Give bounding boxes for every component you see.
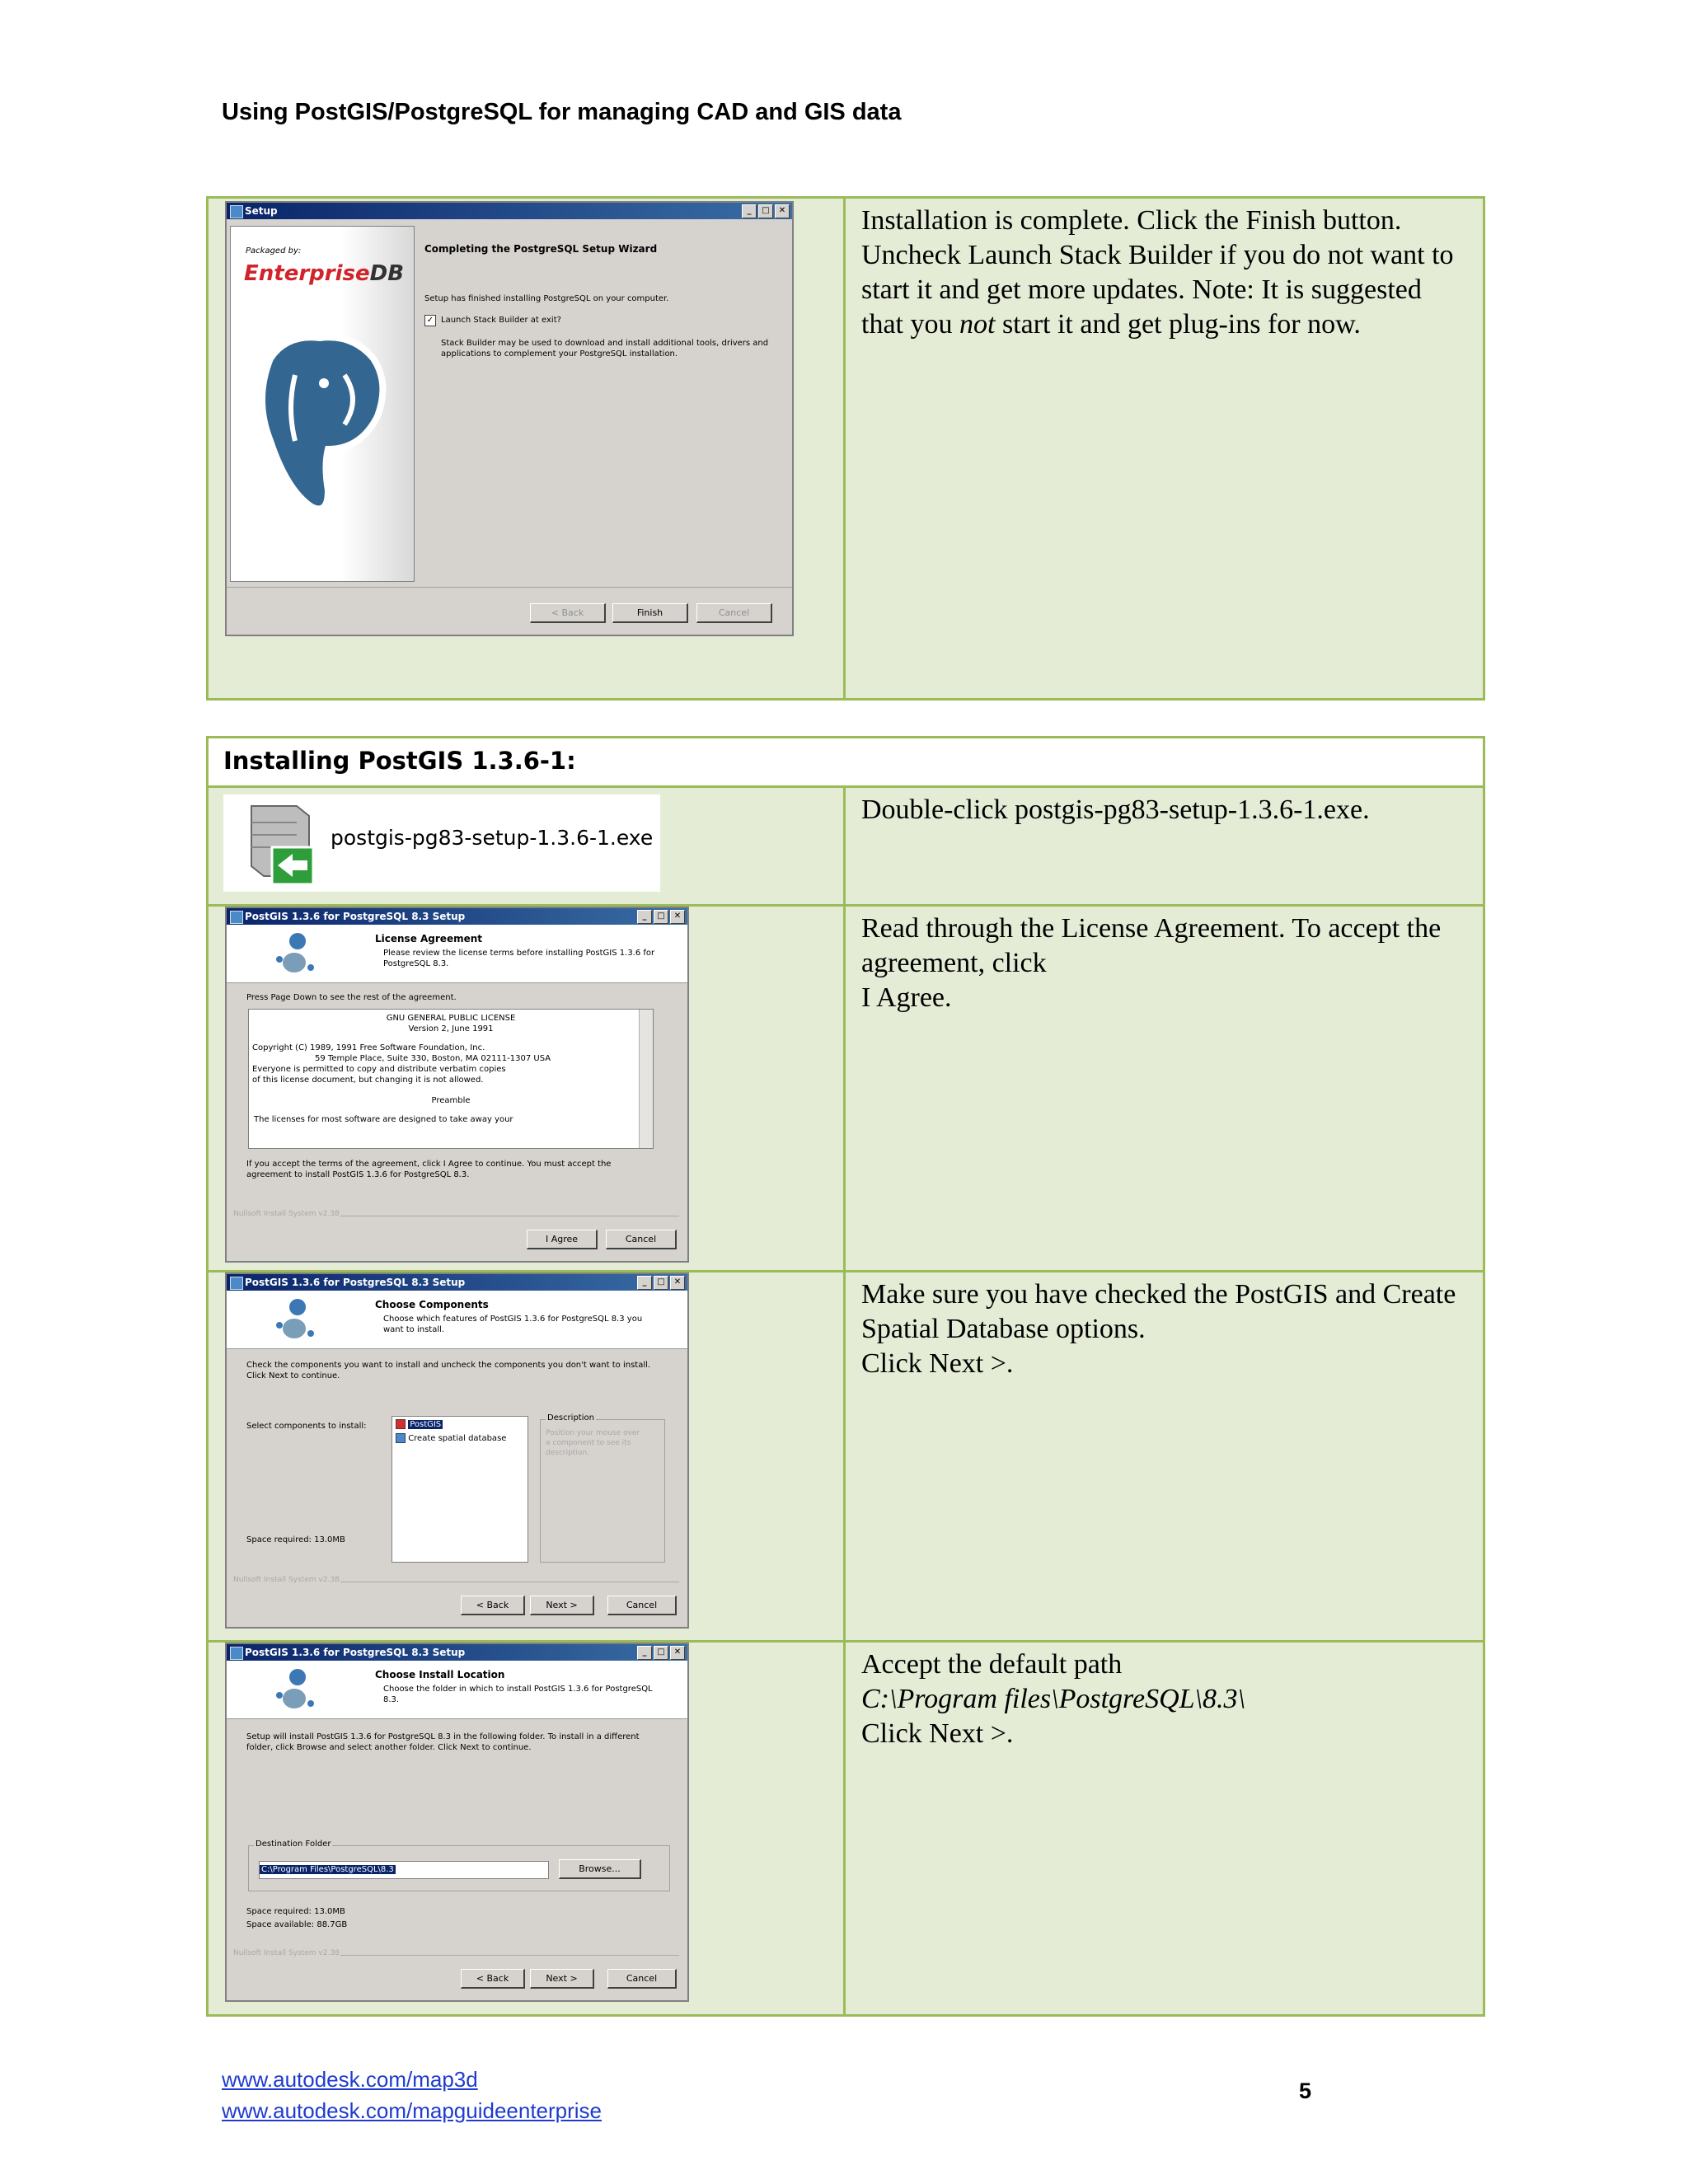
installer-exe-icon	[227, 798, 317, 888]
spatial-db-checkbox[interactable]	[396, 1433, 406, 1443]
location-instructions: Setup will install PostGIS 1.3.6 for PostgreSQL 8.3 in the following folder. To install in a different folder, click Browse and select another folder. Click Next to continue.	[246, 1732, 640, 1752]
components-row	[209, 1270, 1483, 1640]
license-instructions: Read through the License Agreement. To accept the agreement, click I Agree.	[861, 913, 1442, 1013]
finish-button[interactable]: Finish	[612, 603, 688, 623]
choose-location-window: PostGIS 1.3.6 for PostgreSQL 8.3 Setup _ □ ✕ Choose Install Location Choose the folder in which to install PostGIS 1.3.6 for PostgreSQL 8.3. Setup will install PostGIS 1.3.6 for PostgreSQL 8.3 in the following folder. To install in a different folder, click Browse and select another folder. Click Next to continue. Destination Folder C:\Program Files\PostgreSQL\8.3 Browse... Space required: 13.0MB Space available: 88.7GB Nullsoft Install System v2.38 < Back Next > Cancel	[225, 1643, 689, 2002]
installer-file-icon[interactable]	[223, 794, 660, 892]
maximize-icon[interactable]: □	[654, 1276, 668, 1290]
banner-subtitle: Choose the folder in which to install PostGIS 1.3.6 for PostgreSQL 8.3.	[383, 1685, 653, 1704]
page-header-title: Using PostGIS/PostgreSQL for managing CAD and GIS data	[222, 99, 902, 125]
cancel-button[interactable]: Cancel	[607, 1969, 677, 1989]
destination-folder-group: Destination Folder C:\Program Files\PostgreSQL\8.3 Browse...	[248, 1845, 670, 1891]
finish-table	[206, 196, 1485, 701]
nsis-label: Nullsoft Install System v2.38	[233, 1210, 340, 1218]
postgis-globe-icon	[273, 1296, 314, 1342]
stack-builder-note: Stack Builder may be used to download and install additional tools, drivers and applications to complement your PostgreSQL installation.	[441, 339, 769, 359]
next-button[interactable]: Next >	[530, 1969, 594, 1989]
next-button[interactable]: Next >	[530, 1596, 594, 1615]
maximize-icon[interactable]: □	[758, 204, 773, 218]
postgresql-elephant-logo	[237, 326, 402, 523]
maximize-icon[interactable]: □	[654, 1646, 668, 1660]
postgis-globe-icon	[273, 930, 314, 976]
banner-subtitle: Please review the license terms before installing PostGIS 1.3.6 for PostgreSQL 8.3.	[383, 949, 655, 968]
location-instructions-text: Accept the default path C:\Program files\PostgreSQL\8.3\ Click Next >.	[861, 1649, 1245, 1749]
finished-message: Setup has finished installing PostgreSQL on your computer.	[424, 294, 669, 303]
footer-link-mapguide[interactable]: www.autodesk.com/mapguideenterprise	[222, 2098, 603, 2123]
window-titlebar: Setup _ □ ✕	[227, 203, 792, 219]
components-instructions: Check the components you want to install and uncheck the components you don't want to install. Click Next to continue.	[246, 1361, 651, 1380]
app-icon	[230, 1647, 243, 1660]
finish-screenshot-cell	[209, 199, 846, 698]
minimize-icon[interactable]: _	[637, 1646, 652, 1660]
choose-components-window: PostGIS 1.3.6 for PostgreSQL 8.3 Setup _ □ ✕ Choose Components Choose which features of PostGIS 1.3.6 for PostgreSQL 8.3 you want to install. Check the components you want to install and uncheck the components you don't want to install. Click Next to continue. Select components to install: PostGIS Create spatial database Description Position your mouse over a component to see its description. Space required: 13.0MB Nullsoft Install System v2.38 < Back Next > Cancel	[225, 1272, 689, 1629]
postgis-steps-table	[206, 785, 1485, 2017]
space-required: Space required: 13.0MB	[246, 1907, 345, 1916]
destination-folder-input[interactable]: C:\Program Files\PostgreSQL\8.3	[259, 1861, 549, 1879]
app-icon	[230, 1277, 243, 1290]
exe-instructions: Double-click postgis-pg83-setup-1.3.6-1.exe.	[861, 794, 1370, 825]
enterprisedb-logo: EnterpriseDB	[244, 261, 405, 286]
close-icon[interactable]: ✕	[670, 1276, 685, 1290]
cancel-button[interactable]: Cancel	[606, 1230, 677, 1249]
app-icon	[230, 205, 243, 218]
close-icon[interactable]: ✕	[670, 1646, 685, 1660]
component-postgis[interactable]: PostGIS	[396, 1419, 443, 1429]
minimize-icon[interactable]: _	[637, 1276, 652, 1290]
wizard-heading: Completing the PostgreSQL Setup Wizard	[424, 243, 658, 255]
installer-filename: postgis-pg83-setup-1.3.6-1.exe	[331, 826, 654, 850]
close-icon[interactable]: ✕	[775, 204, 790, 218]
minimize-icon[interactable]: _	[742, 204, 757, 218]
postgis-globe-icon	[273, 1666, 314, 1712]
pagedown-hint: Press Page Down to see the rest of the agreement.	[246, 993, 457, 1002]
cancel-button[interactable]: Cancel	[696, 603, 772, 623]
nsis-label: Nullsoft Install System v2.38	[233, 1576, 340, 1584]
launch-stack-builder-label: Launch Stack Builder at exit?	[441, 316, 561, 325]
components-instructions-text: Make sure you have checked the PostGIS and Create Spatial Database options. Click Next >.	[861, 1279, 1456, 1379]
components-list	[392, 1416, 528, 1563]
exe-row	[209, 788, 1483, 904]
banner-heading: Choose Components	[375, 1299, 489, 1310]
license-textbox[interactable]: GNU GENERAL PUBLIC LICENSE Version 2, June 1991 Copyright (C) 1989, 1991 Free Software Foundation, Inc. 59 Temple Place, Suite 330, Boston, MA 02111-1307 USA Everyone is permitted to copy and distribute verbatim copies of this license document, but changing it is not allowed. Preamble The licenses for most software are designed to take away your	[248, 1009, 654, 1149]
page-number: 5	[1299, 2079, 1312, 2103]
back-button[interactable]: < Back	[530, 603, 606, 623]
minimize-icon[interactable]: _	[637, 910, 652, 924]
finish-instructions: Installation is complete. Click the Finish button. Uncheck Launch Stack Builder if you do not want to start it and get more updates. Note: It is suggested that you not start it and get plug-ins for now.	[861, 205, 1454, 340]
license-agreement-window: PostGIS 1.3.6 for PostgreSQL 8.3 Setup _ □ ✕ License Agreement Please review the license terms before installing PostGIS 1.3.6 for PostgreSQL 8.3. Press Page Down to see the rest of the agreement. GNU GENERAL PUBLIC LICENSE Version 2, June 1991 Copyright (C) 1989, 1991 Free Software Foundation, Inc. 59 Temple Place, Suite 330, Boston, MA 02111-1307 USA Everyone is permitted to copy and distribute verbatim copies of this license document, but changing it is not allowed. Preamble The licenses for most software are designed to take away your If you accept the terms of the agreement, click I Agree to continue. You must accept the agreement to install PostGIS 1.3.6 for PostgreSQL 8.3. Nullsoft Install System v2.38 I Agree Cancel	[225, 907, 689, 1263]
nsis-label: Nullsoft Install System v2.38	[233, 1949, 340, 1957]
accept-note: If you accept the terms of the agreement, click I Agree to continue. You must accept the agreement to install PostGIS 1.3.6 for PostgreSQL 8.3.	[246, 1160, 612, 1179]
browse-button[interactable]: Browse...	[559, 1859, 641, 1879]
license-row	[209, 904, 1483, 1270]
maximize-icon[interactable]: □	[654, 910, 668, 924]
space-available: Space available: 88.7GB	[246, 1920, 348, 1929]
location-row	[209, 1640, 1483, 2014]
banner-heading: Choose Install Location	[375, 1669, 505, 1680]
nsis-divider	[340, 1955, 679, 1956]
banner-subtitle: Choose which features of PostGIS 1.3.6 for PostgreSQL 8.3 you want to install.	[383, 1315, 643, 1334]
setup-complete-window	[225, 201, 794, 636]
postgis-checkbox[interactable]	[396, 1419, 406, 1429]
wizard-side-panel	[230, 226, 415, 582]
back-button[interactable]: < Back	[461, 1596, 525, 1615]
close-icon[interactable]: ✕	[670, 910, 685, 924]
select-components-label: Select components to install:	[246, 1422, 367, 1431]
i-agree-button[interactable]: I Agree	[527, 1230, 598, 1249]
app-icon	[230, 911, 243, 924]
cancel-button[interactable]: Cancel	[607, 1596, 677, 1615]
banner-heading: License Agreement	[375, 933, 483, 944]
component-create-spatial-db[interactable]: Create spatial database	[396, 1433, 506, 1443]
launch-stack-builder-checkbox[interactable]: ✓	[424, 315, 436, 326]
button-separator	[227, 587, 792, 588]
license-scrollbar[interactable]	[639, 1010, 653, 1148]
packaged-by-label: Packaged by:	[246, 246, 302, 255]
section-heading: Installing PostGIS 1.3.6-1:	[206, 736, 1485, 788]
footer-link-map3d[interactable]: www.autodesk.com/map3d	[222, 2067, 478, 2092]
description-group: Description Position your mouse over a component to see its description.	[540, 1419, 665, 1563]
back-button[interactable]: < Back	[461, 1969, 525, 1989]
space-required: Space required: 13.0MB	[246, 1535, 345, 1544]
